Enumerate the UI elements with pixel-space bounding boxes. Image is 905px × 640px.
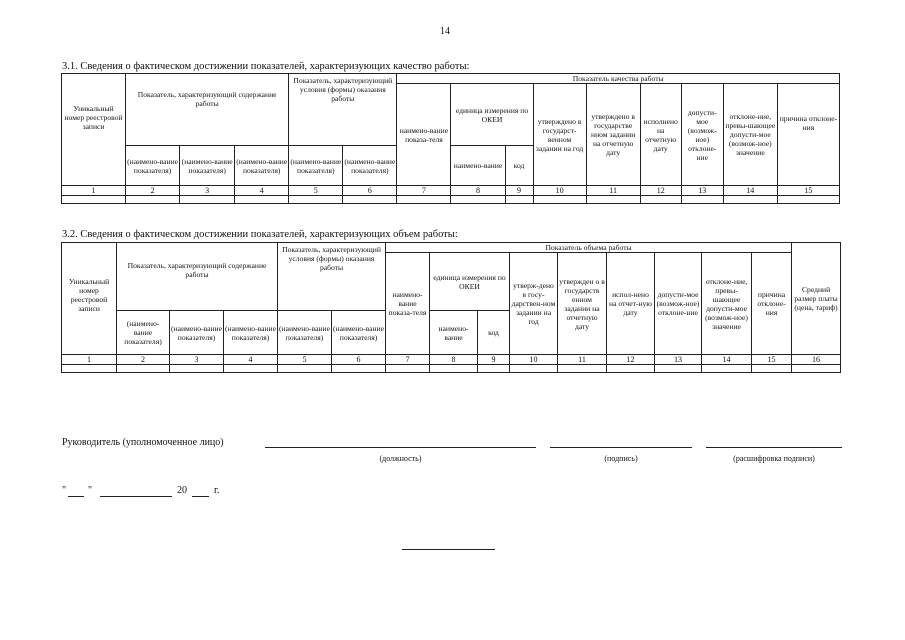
decode-line[interactable] <box>706 447 842 448</box>
col-number: 11 <box>586 186 640 196</box>
col-number: 14 <box>723 186 777 196</box>
col-number: 13 <box>655 355 702 365</box>
excess-deviation-header: отклоне-ние, превы-шающее допусти-мое (возмож-ное) значение <box>723 84 777 186</box>
col-number: 8 <box>430 355 478 365</box>
col-number: 6 <box>332 355 386 365</box>
conditions-indicator-header: Показатель, характеризующий условия (формы) оказания работы <box>289 74 397 146</box>
table-row <box>62 196 840 204</box>
approved-date-header: утверждено в государстве нном задании на отчетную дату <box>586 84 640 186</box>
conditions-subheader-2: (наимено-вание показателя) <box>343 146 397 186</box>
unit-name-header: наимено-вание <box>430 311 478 355</box>
avg-fee-header: Средний размер платы (цена, тариф) <box>792 243 841 355</box>
content-indicator-header: Показатель, характеризующий содержание работы <box>117 243 278 311</box>
year-suffix: г. <box>214 485 220 496</box>
signature-label: Руководитель (уполномоченное лицо) <box>62 437 224 448</box>
col-number: 6 <box>343 186 397 196</box>
conditions-subheader-2: (наимено-вание показателя) <box>332 311 386 355</box>
col-number: 10 <box>533 186 586 196</box>
data-cell[interactable] <box>558 365 607 373</box>
volume-table <box>61 242 841 373</box>
col-number: 1 <box>62 355 117 365</box>
data-cell[interactable] <box>126 196 180 204</box>
col-number: 5 <box>289 186 343 196</box>
col-number: 2 <box>126 186 180 196</box>
data-cell[interactable] <box>533 196 586 204</box>
position-caption: (должность) <box>379 454 422 463</box>
data-cell[interactable] <box>702 365 752 373</box>
content-subheader-2: (наимено-вание показателя) <box>170 311 224 355</box>
conditions-subheader-1: (наимено-вание показателя) <box>289 146 343 186</box>
col-number: 12 <box>607 355 655 365</box>
data-cell[interactable] <box>343 196 397 204</box>
unit-header: единица измерения по ОКЕИ <box>451 84 533 146</box>
day-line[interactable] <box>68 496 84 497</box>
indicator-name-header: наимено-вание показа-теля <box>386 253 430 355</box>
data-cell[interactable] <box>681 196 723 204</box>
reason-header: причина отклоне-ния <box>777 84 839 186</box>
date-open-quote: " <box>62 485 67 496</box>
data-cell[interactable] <box>180 196 235 204</box>
data-cell[interactable] <box>386 365 430 373</box>
signature-caption: (подпись) <box>604 454 638 463</box>
col-number: 5 <box>278 355 332 365</box>
approved-date-header: утвержден о в государств енном задании на отчетную дату <box>558 253 607 355</box>
executed-header: исполнено на отчетную дату <box>640 84 681 186</box>
unit-code-header: код <box>505 146 533 186</box>
data-cell[interactable] <box>792 365 841 373</box>
col-number: 15 <box>777 186 839 196</box>
unit-header: единица измерения по ОКЕИ <box>430 253 510 311</box>
data-cell[interactable] <box>510 365 558 373</box>
col-number: 10 <box>510 355 558 365</box>
content-subheader-3: (наимено-вание показателя) <box>235 146 289 186</box>
excess-deviation-header: отклоне-ние, превы-шающее допусти-мое (возмож-ное) значение <box>702 253 752 355</box>
data-cell[interactable] <box>478 365 510 373</box>
reason-header: причина отклоне-ния <box>752 253 792 355</box>
date-close-quote: " <box>88 485 93 496</box>
col-number: 8 <box>451 186 505 196</box>
data-cell[interactable] <box>723 196 777 204</box>
data-cell[interactable] <box>752 365 792 373</box>
signature-line[interactable] <box>550 447 692 448</box>
content-subheader-3: (наимено-вание показателя) <box>224 311 278 355</box>
data-cell[interactable] <box>62 196 126 204</box>
volume-group-header: Показатель объема работы <box>386 243 792 253</box>
data-cell[interactable] <box>640 196 681 204</box>
col-number: 13 <box>681 186 723 196</box>
col-number: 15 <box>752 355 792 365</box>
unit-code-header: код <box>478 311 510 355</box>
data-cell[interactable] <box>117 365 170 373</box>
data-cell[interactable] <box>505 196 533 204</box>
col-number: 7 <box>386 355 430 365</box>
registry-header: Уникальный номер реестровой записи <box>62 74 126 186</box>
col-number: 2 <box>117 355 170 365</box>
content-indicator-header: Показатель, характеризующий содержание работы <box>126 74 289 146</box>
unit-name-header: наимено-вание <box>451 146 505 186</box>
col-number: 14 <box>702 355 752 365</box>
data-cell[interactable] <box>289 196 343 204</box>
column-numbers-row <box>62 186 840 196</box>
col-number: 12 <box>640 186 681 196</box>
approved-task-header: утверж-дено в госу-дарствен-ном задании на год <box>510 253 558 355</box>
col-number: 9 <box>478 355 510 365</box>
table-row <box>62 365 841 373</box>
section-title: 3.2. Сведения о фактическом достижении показателей, характеризующих объем работы: <box>62 229 458 240</box>
col-number: 16 <box>792 355 841 365</box>
data-cell[interactable] <box>777 196 839 204</box>
content-subheader-1: (наимено-вание показателя) <box>126 146 180 186</box>
executed-header: испол-нено на отчет-ную дату <box>607 253 655 355</box>
allowed-deviation-header: допусти-мое (возмож-ное) отклоне-ние <box>681 84 723 186</box>
data-cell[interactable] <box>430 365 478 373</box>
col-number: 3 <box>170 355 224 365</box>
data-cell[interactable] <box>451 196 505 204</box>
col-number: 7 <box>397 186 451 196</box>
registry-header: Уникальный номер реестровой записи <box>62 243 117 355</box>
footnote-separator <box>402 549 495 550</box>
content-subheader-1: (наимено-вание показателя) <box>117 311 170 355</box>
col-number: 3 <box>180 186 235 196</box>
col-number: 1 <box>62 186 126 196</box>
data-cell[interactable] <box>397 196 451 204</box>
data-cell[interactable] <box>235 196 289 204</box>
decode-caption: (расшифровка подписи) <box>733 454 815 463</box>
data-cell[interactable] <box>332 365 386 373</box>
page-number: 14 <box>440 26 450 37</box>
quality-group-header: Показатель качества работы <box>397 74 840 84</box>
year-prefix: 20 <box>177 485 187 496</box>
month-line[interactable] <box>100 496 172 497</box>
indicator-name-header: наимено-вание показа-теля <box>397 84 451 186</box>
allowed-deviation-header: допусти-мое (возмож-ное) отклоне-ние <box>655 253 702 355</box>
conditions-subheader-1: (наимено-вание показателя) <box>278 311 332 355</box>
quality-table <box>61 73 840 204</box>
data-cell[interactable] <box>607 365 655 373</box>
year-line[interactable] <box>192 496 209 497</box>
data-cell[interactable] <box>62 365 117 373</box>
data-cell[interactable] <box>655 365 702 373</box>
data-cell[interactable] <box>224 365 278 373</box>
content-subheader-2: (наимено-вание показателя) <box>180 146 235 186</box>
position-line[interactable] <box>265 447 536 448</box>
section-title: 3.1. Сведения о фактическом достижении показателей, характеризующих качество работы: <box>62 61 470 72</box>
data-cell[interactable] <box>278 365 332 373</box>
conditions-indicator-header: Показатель, характеризующий условия (формы) оказания работы <box>278 243 386 311</box>
data-cell[interactable] <box>586 196 640 204</box>
col-number: 4 <box>224 355 278 365</box>
approved-task-header: утверждено в государст-венном задании на год <box>533 84 586 186</box>
column-numbers-row <box>62 355 841 365</box>
col-number: 4 <box>235 186 289 196</box>
data-cell[interactable] <box>170 365 224 373</box>
col-number: 11 <box>558 355 607 365</box>
col-number: 9 <box>505 186 533 196</box>
